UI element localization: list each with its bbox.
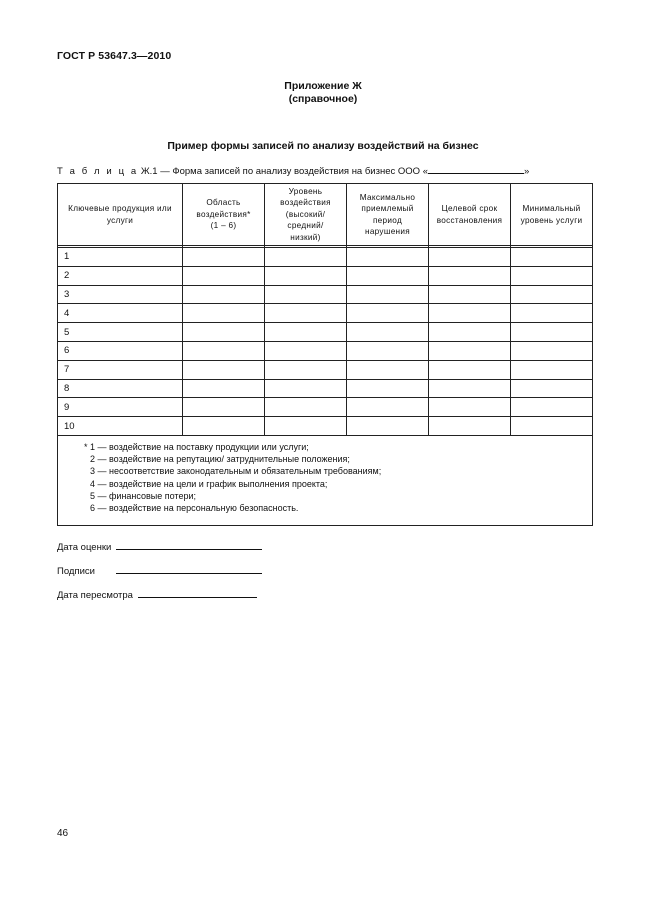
table-cell[interactable] [511,398,593,417]
table-cell[interactable] [511,341,593,360]
row-number: 3 [58,285,183,304]
table-cell[interactable] [511,266,593,285]
form-title: Пример формы записей по анализу воздействий на бизнес [167,140,479,152]
table-cell[interactable] [429,379,511,398]
table-cell[interactable] [265,417,347,436]
annex-heading [0,80,646,106]
row-number: 10 [58,417,183,436]
table-cell[interactable] [429,360,511,379]
table-cell[interactable] [429,398,511,417]
row-number: 2 [58,266,183,285]
table-row [58,248,593,267]
note-line: 3 — несоответствие законодательным и обязательным требованиям; [90,466,382,477]
signatures-label: Подписи [57,566,95,577]
table-row [58,379,593,398]
table-cell[interactable] [347,285,429,304]
table-cell[interactable] [347,360,429,379]
table-header-row [58,184,593,246]
row-number: 9 [58,398,183,417]
table-cell[interactable] [265,398,347,417]
table-cell[interactable] [429,285,511,304]
caption-prefix: Т а б л и ц а [57,166,139,177]
table-cell[interactable] [183,341,265,360]
row-number: 5 [58,323,183,342]
table-row [58,341,593,360]
table-row [58,285,593,304]
table-row [58,323,593,342]
row-number: 6 [58,341,183,360]
table-cell[interactable] [511,285,593,304]
signatures-field [57,564,262,577]
table-cell[interactable] [183,417,265,436]
table-cell[interactable] [347,398,429,417]
assessment-date-line[interactable] [116,540,262,550]
note-line: * 1 — воздействие на поставку продукции или услуги; [84,441,309,452]
review-date-label: Дата пересмотра [57,590,133,601]
table-cell[interactable] [429,341,511,360]
header-recovery-target: Целевой срок восстановления [429,184,511,246]
header-min-service-level: Минимальный уровень услуги [511,184,593,246]
table-cell[interactable] [347,266,429,285]
note-line: 6 — воздействие на персональную безопасность. [90,502,299,513]
table-cell[interactable] [429,266,511,285]
table-cell[interactable] [429,248,511,267]
table-cell[interactable] [183,304,265,323]
table-cell[interactable] [183,360,265,379]
table-cell[interactable] [265,341,347,360]
table-row [58,304,593,323]
row-number: 1 [58,248,183,267]
document-code: ГОСТ Р 53647.3—2010 [57,50,172,62]
annex-subtitle: (справочное) [288,93,358,105]
note-line: 2 — воздействие на репутацию/ затруднительные положения; [90,454,350,465]
note-line: 5 — финансовые потери; [90,490,196,501]
table-notes-row [58,435,593,525]
caption-suffix: » [523,166,530,177]
table-cell[interactable] [183,398,265,417]
table-cell[interactable] [265,285,347,304]
table-cell[interactable] [347,417,429,436]
table-caption [57,164,529,177]
table-cell[interactable] [429,417,511,436]
table-row [58,266,593,285]
caption-text: — Форма записей по анализу воздействия на бизнес ООО « [160,166,428,177]
table-row [58,360,593,379]
table-cell[interactable] [265,379,347,398]
annex-title: Приложение Ж [284,80,362,92]
table-cell[interactable] [183,266,265,285]
table-cell[interactable] [511,323,593,342]
header-key-products: Ключевые продукция или услуги [58,184,183,246]
table-cell[interactable] [511,379,593,398]
table-cell[interactable] [347,248,429,267]
table-cell[interactable] [183,285,265,304]
row-number: 4 [58,304,183,323]
table-cell[interactable] [511,417,593,436]
table-cell[interactable] [183,248,265,267]
table-cell[interactable] [265,323,347,342]
table-row [58,398,593,417]
row-number: 8 [58,379,183,398]
table-cell[interactable] [347,323,429,342]
header-impact-level: Уровень воздействия (высокий/ средний/ низкий) [265,184,347,246]
company-name-blank[interactable] [428,164,524,174]
table-cell[interactable] [347,304,429,323]
table-notes [58,435,593,525]
table-cell[interactable] [511,304,593,323]
signatures-line[interactable] [116,564,262,574]
review-date-line[interactable] [138,588,257,598]
table-cell[interactable] [511,360,593,379]
note-line: 4 — воздействие на цели и график выполнения проекта; [90,478,328,489]
table-cell[interactable] [429,304,511,323]
assessment-date-field [57,540,262,553]
table-row [58,417,593,436]
header-max-disruption: Максимально приемлемый период нарушения [347,184,429,246]
header-impact-area: Область воздействия* (1 – 6) [183,184,265,246]
table-cell[interactable] [265,360,347,379]
caption-number: Ж.1 [140,166,158,177]
table-cell[interactable] [183,379,265,398]
row-number: 7 [58,360,183,379]
table-cell[interactable] [347,379,429,398]
bia-record-table [57,183,593,526]
table-cell[interactable] [347,341,429,360]
assessment-date-label: Дата оценки [57,542,112,553]
page-number: 46 [57,828,69,839]
table-cell[interactable] [429,323,511,342]
table-cell[interactable] [511,248,593,267]
review-date-field [57,588,257,601]
table-cell[interactable] [183,323,265,342]
table-cell[interactable] [265,266,347,285]
table-cell[interactable] [265,304,347,323]
table-cell[interactable] [265,248,347,267]
